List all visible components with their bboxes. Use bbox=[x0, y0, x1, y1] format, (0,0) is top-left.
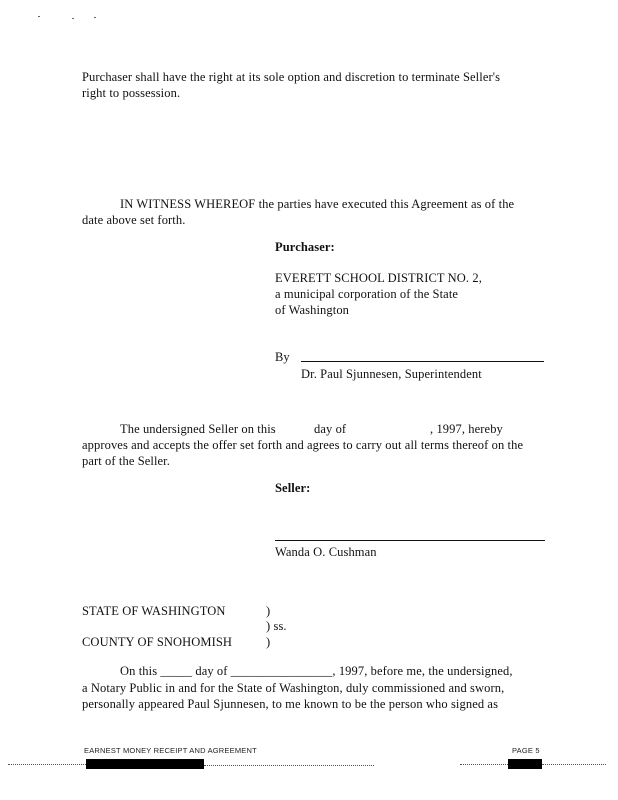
footer-title: EARNEST MONEY RECEIPT AND AGREEMENT bbox=[84, 746, 257, 755]
seller-approval-line: approves and accepts the offer set forth and agrees to carry out all terms thereof on the bbox=[82, 438, 524, 452]
notary-line: a Notary Public in and for the State of Washington, duly commissioned and sworn, bbox=[82, 681, 505, 695]
seller-signer: Wanda O. Cushman bbox=[275, 545, 377, 559]
redaction-bar bbox=[508, 759, 542, 769]
venue-bracket: ) bbox=[266, 604, 271, 618]
venue-county: COUNTY OF SNOHOMISH bbox=[82, 635, 233, 649]
paragraph-line: right to possession. bbox=[82, 86, 181, 100]
venue-ss: ) ss. bbox=[266, 619, 287, 633]
footer-page: PAGE 5 bbox=[512, 746, 540, 755]
notary-line: personally appeared Paul Sjunnesen, to me known to be the person who signed as bbox=[82, 697, 499, 711]
purchaser-name-line: a municipal corporation of the State bbox=[275, 287, 459, 301]
venue-state: STATE OF WASHINGTON bbox=[82, 604, 226, 618]
scan-speck bbox=[72, 18, 74, 19]
purchaser-signer: Dr. Paul Sjunnesen, Superintendent bbox=[301, 367, 482, 381]
purchaser-name-line: EVERETT SCHOOL DISTRICT NO. 2, bbox=[275, 271, 482, 285]
purchaser-name-line: of Washington bbox=[275, 303, 350, 317]
paragraph-line: Purchaser shall have the right at its sole option and discretion to terminate Seller's bbox=[82, 70, 501, 84]
seller-approval-text: day of bbox=[314, 422, 347, 436]
notary-line: On this _____ day of ________________, 1997, before me, the undersigned, bbox=[120, 664, 513, 678]
footer-dotted-rule bbox=[460, 764, 508, 765]
purchaser-signature-line bbox=[301, 361, 544, 362]
footer-dotted-rule bbox=[542, 764, 606, 765]
seller-approval-text: The undersigned Seller on this bbox=[120, 422, 276, 436]
redaction-bar bbox=[86, 759, 204, 769]
witness-line: IN WITNESS WHEREOF the parties have executed this Agreement as of the bbox=[120, 197, 515, 211]
footer-dotted-rule bbox=[204, 765, 374, 766]
seller-approval-line: part of the Seller. bbox=[82, 454, 170, 468]
witness-line: date above set forth. bbox=[82, 213, 186, 227]
by-label: By bbox=[275, 350, 290, 364]
seller-approval-text: , 1997, hereby bbox=[430, 422, 503, 436]
venue-bracket: ) bbox=[266, 635, 271, 649]
scan-speck bbox=[38, 16, 40, 17]
scan-speck bbox=[94, 17, 96, 18]
purchaser-heading: Purchaser: bbox=[275, 240, 335, 254]
seller-heading: Seller: bbox=[275, 481, 311, 495]
seller-signature-line bbox=[275, 540, 545, 541]
footer-dotted-rule bbox=[8, 764, 86, 765]
